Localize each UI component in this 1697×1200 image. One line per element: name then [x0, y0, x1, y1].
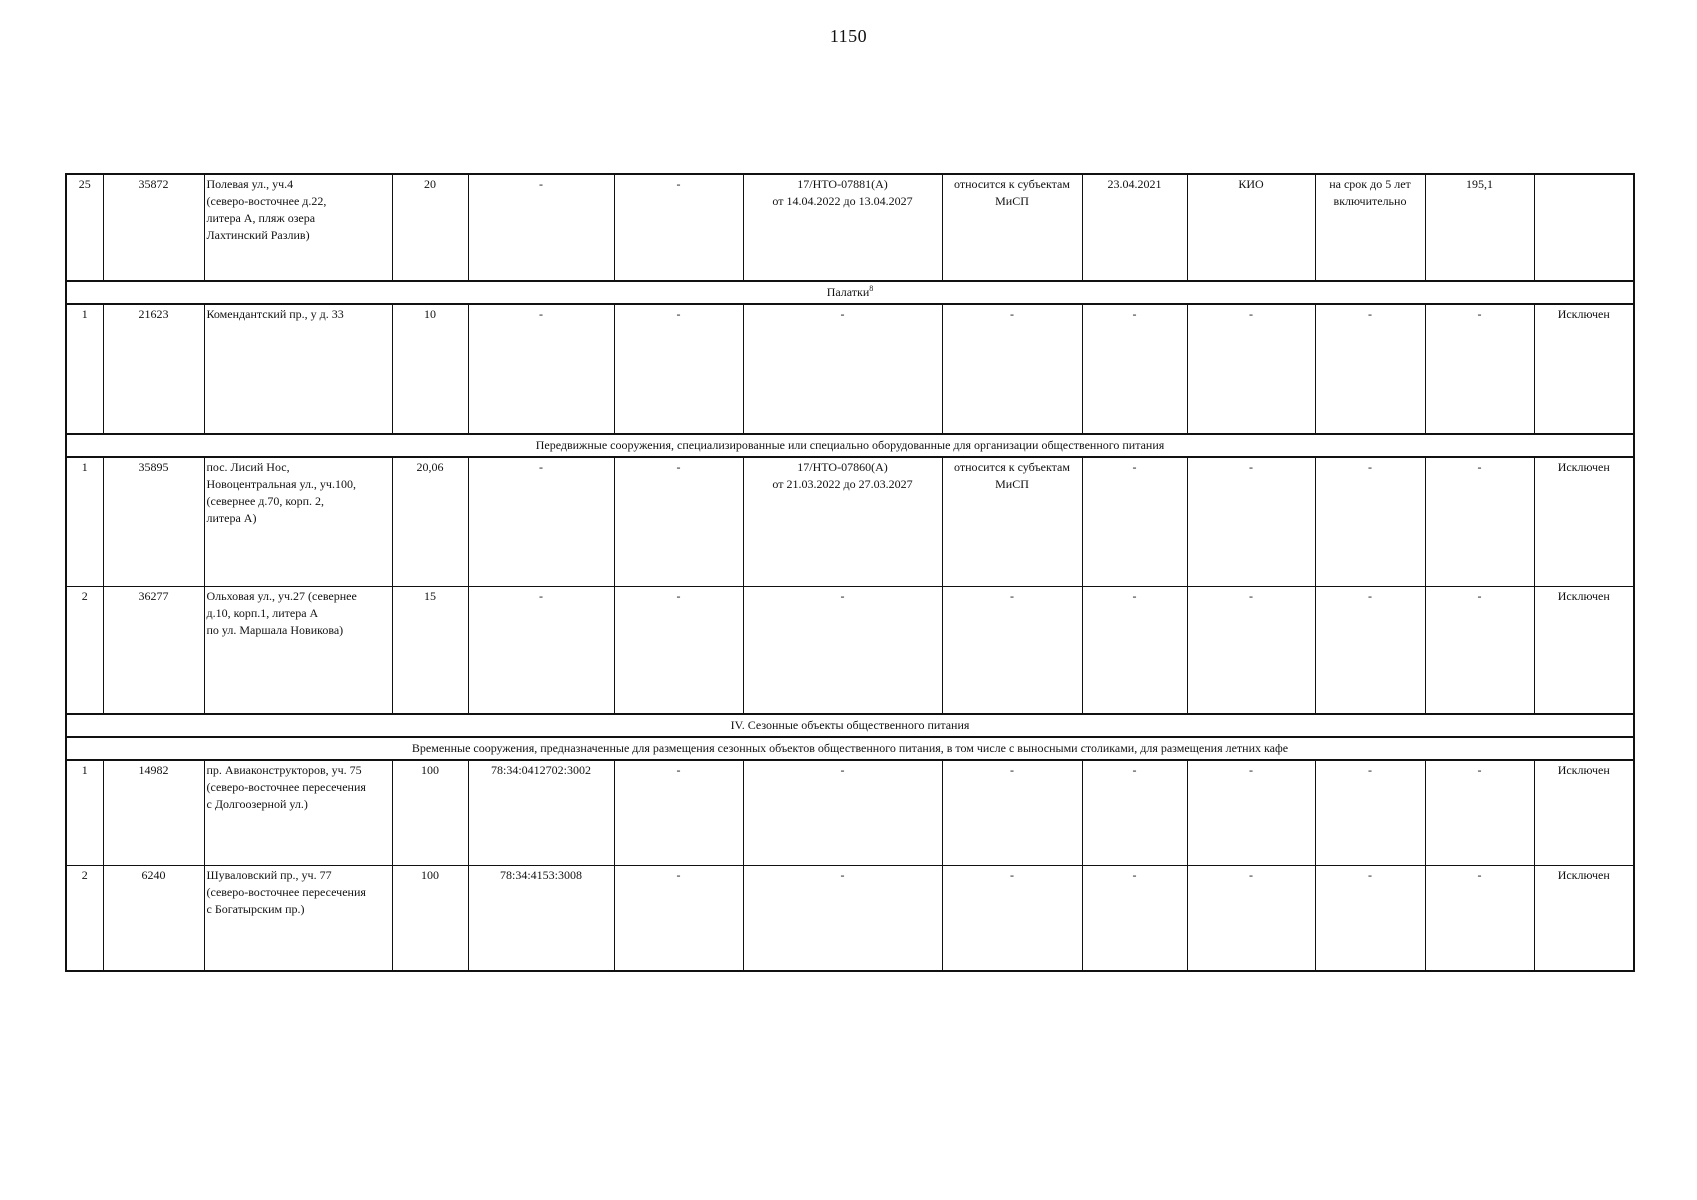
cell-col-6: -	[614, 587, 743, 715]
cell-note: Исключен	[1534, 587, 1634, 715]
cell-address: Комендантский пр., у д. 33	[204, 304, 392, 434]
cell-area: 100	[392, 866, 468, 972]
section-title-text: Палатки	[826, 285, 870, 299]
cell-note: Исключен	[1534, 760, 1634, 866]
cell-term: -	[1315, 866, 1425, 972]
cell-authority: -	[1187, 457, 1315, 587]
cell-term: на срок до 5 лет включительно	[1315, 174, 1425, 281]
section-title	[66, 737, 1634, 760]
cell-contract: 17/НТО-07881(А) от 14.04.2022 до 13.04.2027	[743, 174, 942, 281]
cell-price: -	[1425, 304, 1534, 434]
cell-col-6: -	[614, 457, 743, 587]
cell-area: 10	[392, 304, 468, 434]
cell-date: -	[1082, 457, 1187, 587]
cell-col-6: -	[614, 760, 743, 866]
cell-msp-status: -	[942, 760, 1082, 866]
cell-date: -	[1082, 866, 1187, 972]
cell-address: Шуваловский пр., уч. 77 (северо-восточнее пересечения с Богатырским пр.)	[204, 866, 392, 972]
cell-registry-id: 35895	[103, 457, 204, 587]
cell-note: Исключен	[1534, 866, 1634, 972]
cell-cadastral-number: 78:34:0412702:3002	[468, 760, 614, 866]
cell-term: -	[1315, 760, 1425, 866]
cell-col-6: -	[614, 304, 743, 434]
cell-registry-id: 35872	[103, 174, 204, 281]
footnote-marker: 8	[869, 284, 874, 293]
cell-price: -	[1425, 866, 1534, 972]
page-number: 1150	[829, 26, 868, 46]
cell-contract: -	[743, 760, 942, 866]
cell-contract: -	[743, 866, 942, 972]
cell-area: 20	[392, 174, 468, 281]
table-row	[66, 304, 1634, 434]
cell-registry-id: 6240	[103, 866, 204, 972]
cell-msp-status: -	[942, 304, 1082, 434]
cell-msp-status: -	[942, 587, 1082, 715]
cell-date: 23.04.2021	[1082, 174, 1187, 281]
cell-date: -	[1082, 587, 1187, 715]
cell-term: -	[1315, 587, 1425, 715]
cell-number: 1	[66, 304, 103, 434]
section-header-row	[66, 281, 1634, 304]
section-header-row	[66, 737, 1634, 760]
cell-msp-status: -	[942, 866, 1082, 972]
cell-cadastral-number: -	[468, 304, 614, 434]
cell-address: пр. Авиаконструкторов, уч. 75 (северо-восточнее пересечения с Долгоозерной ул.)	[204, 760, 392, 866]
cell-contract: -	[743, 587, 942, 715]
section-title-text: Временные сооружения, предназначенные для размещения сезонных объектов общественного питания, в том числе с выносными столиками, для размещения летних кафе	[411, 741, 1289, 755]
cell-authority: -	[1187, 760, 1315, 866]
cell-price: 195,1	[1425, 174, 1534, 281]
table-body	[66, 174, 1634, 971]
cell-term: -	[1315, 304, 1425, 434]
cell-cadastral-number: 78:34:4153:3008	[468, 866, 614, 972]
table-row	[66, 587, 1634, 715]
table-row	[66, 760, 1634, 866]
cell-address: пос. Лисий Нос, Новоцентральная ул., уч.100, (севернее д.70, корп. 2, литера А)	[204, 457, 392, 587]
cell-msp-status: относится к субъектам МиСП	[942, 174, 1082, 281]
cell-area: 20,06	[392, 457, 468, 587]
section-title	[66, 714, 1634, 737]
cell-date: -	[1082, 304, 1187, 434]
cell-number: 25	[66, 174, 103, 281]
cell-cadastral-number: -	[468, 457, 614, 587]
cell-msp-status: относится к субъектам МиСП	[942, 457, 1082, 587]
table-row	[66, 866, 1634, 972]
cell-registry-id: 36277	[103, 587, 204, 715]
cell-number: 2	[66, 587, 103, 715]
cell-note: Исключен	[1534, 457, 1634, 587]
cell-date: -	[1082, 760, 1187, 866]
section-header-row	[66, 434, 1634, 457]
cell-area: 15	[392, 587, 468, 715]
cell-address: Полевая ул., уч.4 (северо-восточнее д.22, литера А, пляж озера Лахтинский Разлив)	[204, 174, 392, 281]
cell-cadastral-number: -	[468, 174, 614, 281]
cell-contract: 17/НТО-07860(А) от 21.03.2022 до 27.03.2027	[743, 457, 942, 587]
cell-note: Исключен	[1534, 304, 1634, 434]
cell-note	[1534, 174, 1634, 281]
table-row	[66, 457, 1634, 587]
cell-authority: КИО	[1187, 174, 1315, 281]
section-header-row	[66, 714, 1634, 737]
cell-number: 1	[66, 457, 103, 587]
cell-price: -	[1425, 587, 1534, 715]
cell-authority: -	[1187, 587, 1315, 715]
cell-number: 2	[66, 866, 103, 972]
cell-number: 1	[66, 760, 103, 866]
cell-address: Ольховая ул., уч.27 (севернее д.10, корп.1, литера А по ул. Маршала Новикова)	[204, 587, 392, 715]
section-title-text: Передвижные сооружения, специализированные или специально оборудованные для организации общественного питания	[535, 438, 1165, 452]
cell-col-6: -	[614, 174, 743, 281]
cell-registry-id: 21623	[103, 304, 204, 434]
cell-authority: -	[1187, 866, 1315, 972]
cell-price: -	[1425, 457, 1534, 587]
cell-cadastral-number: -	[468, 587, 614, 715]
section-title	[66, 281, 1634, 304]
cell-authority: -	[1187, 304, 1315, 434]
cell-area: 100	[392, 760, 468, 866]
section-title-text: IV. Сезонные объекты общественного питания	[730, 718, 970, 732]
table-row	[66, 174, 1634, 281]
section-title	[66, 434, 1634, 457]
cell-term: -	[1315, 457, 1425, 587]
cell-col-6: -	[614, 866, 743, 972]
cell-price: -	[1425, 760, 1534, 866]
register-table	[65, 173, 1635, 972]
cell-contract: -	[743, 304, 942, 434]
cell-registry-id: 14982	[103, 760, 204, 866]
